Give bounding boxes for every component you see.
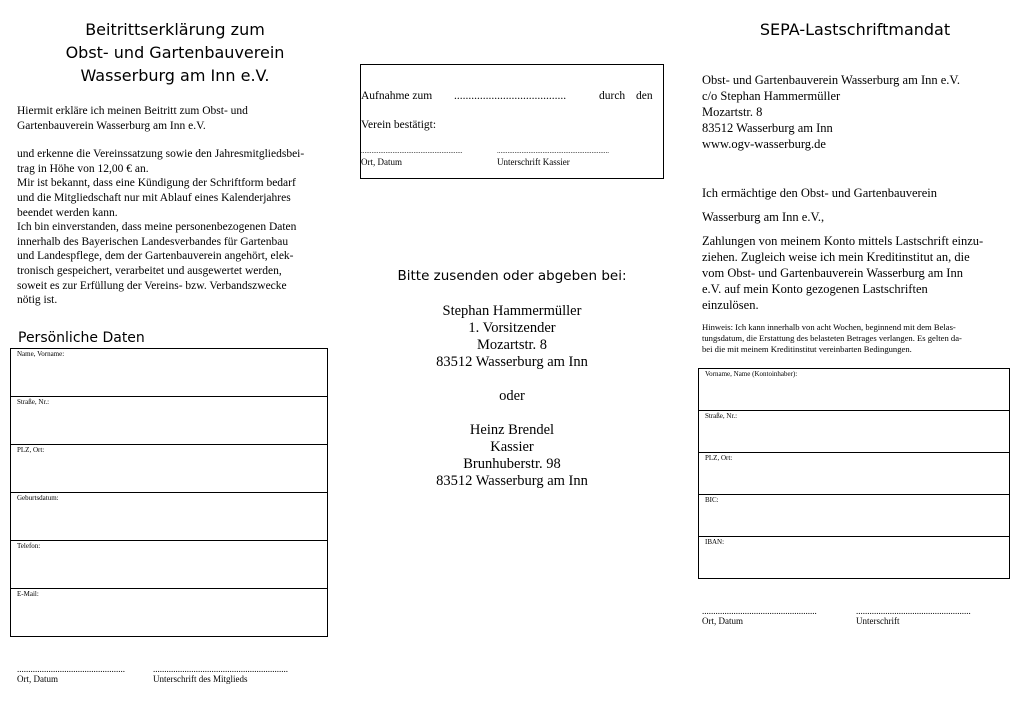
- mandate-place-date-signature[interactable]: [702, 606, 837, 626]
- mandate-line: Ich ermächtige den Obst- und Gartenbauverein: [702, 186, 937, 200]
- note-line: Hinweis: Ich kann innerhalb von acht Wochen, beginnend mit dem Belas-: [702, 322, 956, 332]
- field-label: PLZ, Ort:: [705, 454, 733, 462]
- field-label: Straße, Nr.:: [705, 412, 738, 420]
- contact-line: 1. Vorsitzender: [468, 320, 556, 336]
- mandate-line: e.V. auf mein Konto gezogenen Lastschriften: [702, 282, 928, 296]
- body-line: trag in Höhe von 12,00 € an.: [17, 162, 149, 175]
- signature-label: Ort, Datum: [702, 616, 743, 626]
- phone-field[interactable]: [10, 540, 328, 588]
- member-signature[interactable]: [153, 664, 308, 684]
- contact-line: Heinz Brendel: [469, 422, 555, 438]
- field-label: Geburtsdatum:: [17, 494, 59, 502]
- title-line: Beitrittserklärung zum: [85, 20, 265, 39]
- body-line: nötig ist.: [17, 294, 58, 307]
- signature-label: Ort, Datum: [17, 674, 58, 684]
- title-line: Obst- und Gartenbauverein: [65, 43, 285, 62]
- field-label: PLZ, Ort:: [17, 446, 45, 454]
- admission-label-by: durch: [599, 90, 626, 102]
- signature-label: Unterschrift des Mitglieds: [153, 674, 248, 684]
- body-line: Mir ist bekannt, dass eine Kündigung der Schriftform bedarf: [17, 177, 296, 190]
- field-label: Vorname, Name (Kontoinhaber):: [705, 370, 798, 378]
- sepa-title: SEPA-Lastschriftmandat: [759, 20, 951, 39]
- account-holder-form: [698, 368, 1010, 579]
- contact-line: 83512 Wasserburg am Inn: [436, 473, 588, 489]
- or-text: oder: [499, 388, 525, 404]
- body-line: innerhalb des Bayerischen Landesverbandes für Gartenbau: [17, 235, 289, 248]
- mandate-signature[interactable]: [856, 606, 996, 626]
- mandate-line: einzulösen.: [702, 298, 759, 312]
- field-label: E-Mail:: [17, 590, 39, 598]
- body-line: Ich bin einverstanden, dass meine personenbezogenen Daten: [17, 221, 297, 234]
- bic-field[interactable]: [698, 494, 1010, 536]
- body-line: und Landespflege, dem der Gartenbauverein angehört, elek-: [17, 250, 294, 263]
- contact-line: Brunhuberstr. 98: [463, 456, 561, 472]
- admission-label: Aufnahme zum: [361, 90, 433, 102]
- account-zip-city-field[interactable]: [698, 452, 1010, 494]
- note-line: tungsdatum, die Erstattung des belasteten Betrages verlangen. Es gelten da-: [702, 333, 962, 343]
- name-field[interactable]: [10, 348, 328, 396]
- signature-line: ................................................: [17, 664, 125, 674]
- signature-line: ...................................................: [702, 606, 817, 616]
- birthdate-field[interactable]: [10, 492, 328, 540]
- note-line: bei die mit meinem Kreditinstitut vereinbarten Bedingungen.: [702, 344, 912, 354]
- account-street-field[interactable]: [698, 410, 1010, 452]
- field-label: Name, Vorname:: [17, 350, 65, 358]
- field-label: IBAN:: [705, 538, 725, 546]
- admission-label-the: den: [636, 90, 653, 102]
- member-place-date-signature[interactable]: [17, 664, 137, 684]
- send-to-block: [362, 268, 662, 490]
- signature-line: ...................................................: [856, 606, 971, 616]
- iban-field[interactable]: [698, 536, 1010, 579]
- account-holder-name-field[interactable]: [698, 368, 1010, 410]
- intro-line: Gartenbauverein Wasserburg am Inn e.V.: [17, 119, 206, 132]
- signature-line[interactable]: ..........................................................: [361, 147, 463, 155]
- address-line: Mozartstr. 8: [702, 105, 763, 119]
- club-address: [702, 72, 960, 152]
- signature-label: Unterschrift Kassier: [497, 157, 570, 167]
- intro-line: Hiermit erkläre ich meinen Beitritt zum Obst- und: [17, 105, 248, 117]
- office-use-box: [360, 64, 664, 179]
- personal-data-form: [10, 348, 328, 637]
- contact-line: Mozartstr. 8: [476, 337, 548, 353]
- confirmed-label: Verein bestätigt:: [361, 119, 437, 131]
- membership-title: [40, 18, 310, 87]
- address-line: Obst- und Gartenbauverein Wasserburg am Inn e.V.: [702, 73, 960, 87]
- field-label: Telefon:: [17, 542, 41, 550]
- membership-text: [17, 104, 327, 308]
- zip-city-field[interactable]: [10, 444, 328, 492]
- contact-line: Stephan Hammermüller: [442, 303, 582, 319]
- field-label: Straße, Nr.:: [17, 398, 50, 406]
- refund-note: [702, 322, 1008, 355]
- title-line: Wasserburg am Inn e.V.: [80, 66, 270, 85]
- admission-date-line[interactable]: .......................................: [454, 90, 567, 102]
- mandate-line: Zahlungen von meinem Konto mittels Lastschrift einzu-: [702, 234, 984, 248]
- mandate-text: [702, 185, 1008, 313]
- contact-line: Kassier: [490, 439, 534, 455]
- body-line: und erkenne die Vereinssatzung sowie den Jahresmitgliedsbei-: [17, 148, 305, 161]
- field-label: BIC:: [705, 496, 719, 504]
- signature-line[interactable]: ................................................................: [497, 147, 609, 155]
- body-line: soweit es zur Erfüllung der Vereins- bzw. Verbandszwecke: [17, 279, 287, 292]
- mandate-line: vom Obst- und Gartenbauverein Wasserburg am Inn: [702, 266, 963, 280]
- signature-label: Ort, Datum: [361, 157, 402, 167]
- contact-line: 83512 Wasserburg am Inn: [436, 354, 588, 370]
- website-link: www.ogv-wasserburg.de: [702, 137, 826, 151]
- street-field[interactable]: [10, 396, 328, 444]
- body-line: und die Mitgliedschaft nur mit Ablauf eines Kalenderjahres: [17, 191, 291, 204]
- mandate-line: Wasserburg am Inn e.V.,: [702, 210, 825, 224]
- signature-label: Unterschrift: [856, 616, 900, 626]
- address-line: 83512 Wasserburg am Inn: [702, 121, 833, 135]
- address-line: c/o Stephan Hammermüller: [702, 89, 841, 103]
- email-field[interactable]: [10, 588, 328, 637]
- mandate-line: ziehen. Zugleich weise ich mein Kreditinstitut an, die: [702, 250, 970, 264]
- send-heading: Bitte zusenden oder abgeben bei:: [397, 268, 627, 284]
- body-line: beendet werden kann.: [17, 206, 118, 219]
- body-line: tronisch gespeichert, verarbeitet und ausgewertet werden,: [17, 264, 282, 277]
- signature-line: ............................................................: [153, 664, 288, 674]
- personal-data-heading: Persönliche Daten: [18, 330, 145, 346]
